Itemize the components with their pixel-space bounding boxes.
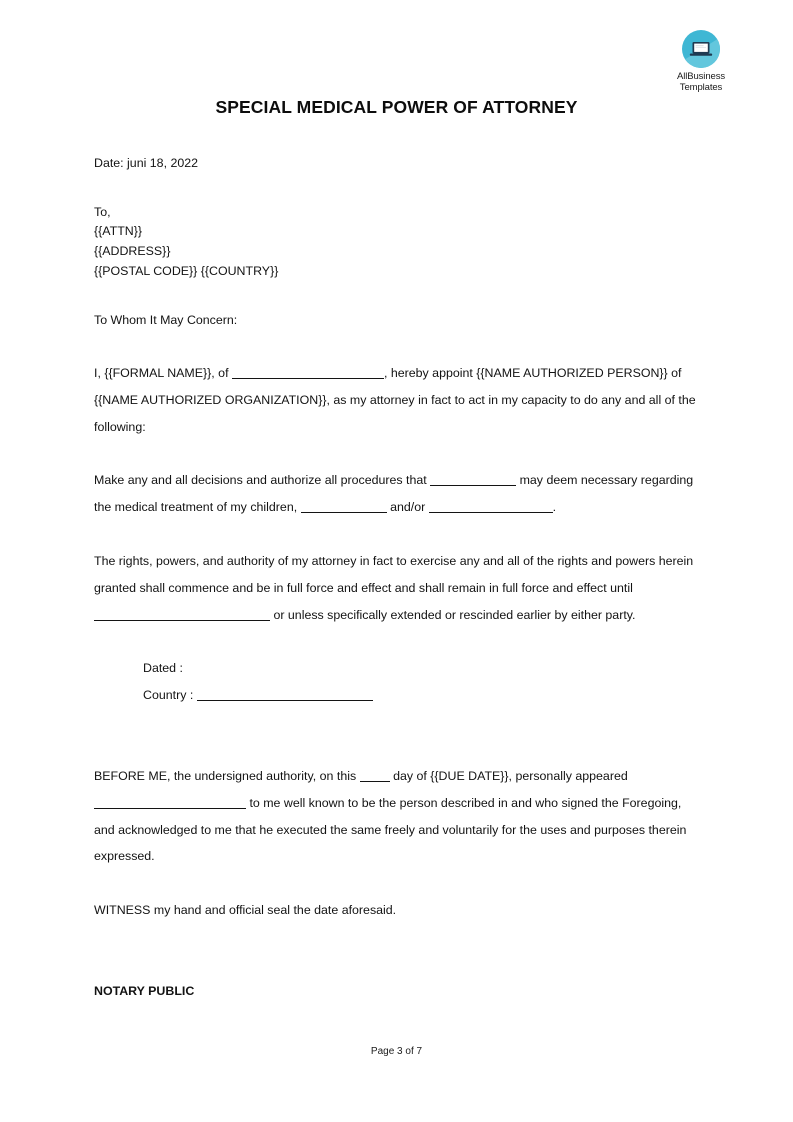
address-attn: {{ATTN}} [94, 224, 142, 239]
country-line [143, 682, 698, 709]
decisions-blank-attorney[interactable] [430, 473, 516, 486]
logo-circle [682, 30, 720, 68]
logo-wordmark-line1: AllBusiness [676, 71, 725, 82]
country-blank[interactable] [197, 688, 373, 701]
appointment-blank-address[interactable] [232, 366, 384, 379]
document-body [94, 150, 698, 1005]
decisions-blank-child-1[interactable] [301, 500, 387, 513]
notary-text-1: BEFORE ME, the undersigned authority, on this [94, 768, 357, 783]
brand-logo [649, 30, 753, 93]
page-footer: Page 3 of 7 [370, 1046, 423, 1057]
document-title: SPECIAL MEDICAL POWER OF ATTORNEY [215, 97, 578, 117]
address-to: To, [94, 204, 111, 219]
signature-block [94, 655, 698, 709]
logo-wordmark [649, 71, 753, 93]
rights-text-2: or unless specifically extended or rescinded earlier by either party. [273, 607, 636, 622]
address-postal-country: {{POSTAL CODE}} {{COUNTRY}} [94, 263, 279, 278]
decisions-paragraph [94, 467, 698, 521]
recipient-address-block [94, 203, 698, 281]
logo-wordmark-line2: Templates [679, 82, 723, 93]
rights-blank-until-date[interactable] [94, 608, 270, 621]
notary-blank-person[interactable] [94, 796, 246, 809]
decisions-text-1: Make any and all decisions and authorize all procedures that [94, 473, 427, 488]
country-label: Country : [143, 688, 194, 703]
decisions-text-2: may deem necessary regarding the medical treatment of my children, [94, 473, 694, 515]
address-street: {{ADDRESS}} [94, 243, 171, 258]
decisions-text-4: . [552, 500, 557, 515]
appointment-text-1: I, {{FORMAL NAME}}, of [94, 365, 229, 380]
laptop-icon [682, 30, 720, 68]
notary-text-3: to me well known to be the person described in and who signed the Foregoing, and acknowledged to me that he executed the same freely and voluntarily for the uses and purposes therein expressed. [94, 795, 687, 864]
dated-line [143, 655, 698, 682]
date-line: Date: juni 18, 2022 [94, 156, 199, 170]
notary-paragraph [94, 763, 698, 870]
notary-text-2: day of {{DUE DATE}}, personally appeared [393, 768, 628, 783]
rights-text-1: The rights, powers, and authority of my attorney in fact to exercise any and all of the rights and powers herein granted shall commence and be in full force and effect and shall remain in full force and effect until [94, 553, 694, 595]
decisions-text-3: and/or [390, 500, 426, 515]
decisions-blank-child-2[interactable] [429, 500, 553, 513]
dated-label: Dated : [143, 661, 183, 676]
witness-line: WITNESS my hand and official seal the date aforesaid. [94, 903, 397, 918]
appointment-paragraph [94, 360, 698, 440]
appointment-text-2: , hereby appoint {{NAME AUTHORIZED PERSON}} of {{NAME AUTHORIZED ORGANIZATION}}, as my attorney in fact to act in my capacity to do any and all of the following: [94, 365, 696, 434]
salutation: To Whom It May Concern: [94, 313, 238, 328]
notary-blank-day[interactable] [360, 769, 390, 782]
notary-public-heading: NOTARY PUBLIC [94, 983, 195, 998]
rights-paragraph [94, 548, 698, 628]
